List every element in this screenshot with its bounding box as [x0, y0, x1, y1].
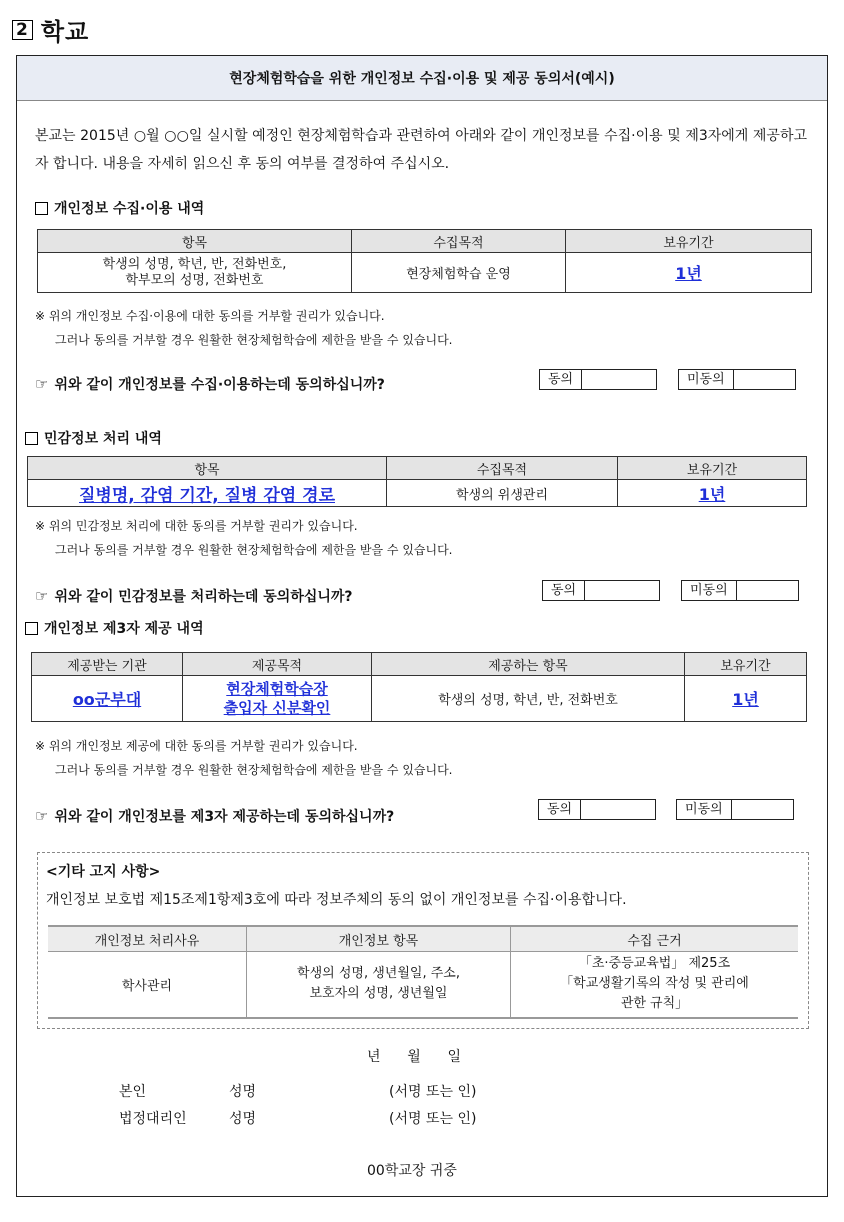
sec3-table [31, 652, 807, 722]
sec1-disagree-box[interactable]: 미동의 [678, 369, 796, 390]
sec2-title: 민감정보 처리 내역 [25, 428, 162, 448]
table-cell: 1년 [685, 676, 807, 722]
sec2-note: ※ 위의 민감정보 처리에 대한 동의를 거부할 권리가 있습니다. 그러나 동의를 거부할 경우 원활한 현장체험학습에 제한을 받을 수 있습니다. [35, 519, 453, 557]
guardian-label: 법정대리인 [119, 1111, 187, 1127]
date-line: 년 월 일 [367, 1049, 461, 1065]
table-header: 보유기간 [618, 457, 807, 480]
other-notice-title: <기타 고지 사항> [46, 864, 161, 880]
guardian-name-label: 성명 [229, 1111, 257, 1127]
sec3-agree-box[interactable]: 동의 [538, 799, 656, 820]
guardian-sign-label: (서명 또는 인) [389, 1111, 477, 1127]
pointing-hand-icon: ☞ [35, 807, 49, 825]
table-header: 제공하는 항목 [372, 653, 685, 676]
table-header: 항목 [28, 457, 387, 480]
sec2-agree-box[interactable]: 동의 [542, 580, 660, 601]
table-cell: 1년 [566, 253, 812, 293]
self-label: 본인 [119, 1084, 147, 1100]
pointing-hand-icon: ☞ [35, 587, 49, 605]
table-header: 제공목적 [183, 653, 372, 676]
form-title: 현장체험학습을 위한 개인정보 수집·이용 및 제공 동의서(예시) [17, 56, 827, 101]
sec2-question: ☞ 위와 같이 민감정보를 처리하는데 동의하십니까? [35, 587, 353, 605]
table-cell: 학생의 성명, 생년월일, 주소, 보호자의 성명, 생년월일 [247, 952, 511, 1018]
table-header: 개인정보 항목 [247, 926, 511, 952]
sec3-question: ☞ 위와 같이 개인정보를 제3자 제공하는데 동의하십니까? [35, 807, 395, 825]
sec2-table [27, 456, 807, 507]
table-cell: 학생의 성명, 학년, 반, 전화번호 [372, 676, 685, 722]
section-heading [12, 12, 89, 47]
other-notice-table [48, 925, 798, 1019]
table-cell: 1년 [618, 480, 807, 507]
sec1-note: ※ 위의 개인정보 수집·이용에 대한 동의를 거부할 권리가 있습니다. 그러나 동의를 거부할 경우 원활한 현장체험학습에 제한을 받을 수 있습니다. [35, 309, 453, 347]
other-notice-text: 개인정보 보호법 제15조제1항제3호에 따라 정보주체의 동의 없이 개인정보를 수집·이용합니다. [46, 892, 627, 908]
table-cell: oo군부대 [32, 676, 183, 722]
table-header: 제공받는 기관 [32, 653, 183, 676]
self-sign-label: (서명 또는 인) [389, 1084, 477, 1100]
other-notice-box [37, 852, 809, 1029]
table-header: 항목 [38, 230, 352, 253]
pointing-hand-icon: ☞ [35, 375, 49, 393]
table-cell: 현장체험학습장 출입자 신분확인 [183, 676, 372, 722]
sec1-question: ☞ 위와 같이 개인정보를 수집·이용하는데 동의하십니까? [35, 375, 385, 393]
table-cell: 질병명, 감염 기간, 질병 감염 경로 [28, 480, 387, 507]
table-header: 수집목적 [352, 230, 566, 253]
recipient-line: 00학교장 귀중 [367, 1163, 457, 1179]
table-cell: 학생의 위생관리 [387, 480, 618, 507]
table-cell: 현장체험학습 운영 [352, 253, 566, 293]
square-icon [35, 202, 48, 215]
table-cell: 학생의 성명, 학년, 반, 전화번호, 학부모의 성명, 전화번호 [38, 253, 352, 293]
sec1-table [37, 229, 812, 293]
square-icon [25, 432, 38, 445]
section-title: 학교 [40, 18, 90, 46]
consent-form [16, 55, 828, 1197]
table-header: 보유기간 [685, 653, 807, 676]
sec1-title: 개인정보 수집·이용 내역 [35, 198, 204, 218]
table-header: 수집 근거 [511, 926, 799, 952]
table-cell: 「초·중등교육법」 제25조 「학교생활기록의 작성 및 관리에 관한 규칙」 [511, 952, 799, 1018]
section-number: 2 [12, 20, 33, 40]
sec1-agree-box[interactable]: 동의 [539, 369, 657, 390]
table-cell: 학사관리 [48, 952, 247, 1018]
self-name-label: 성명 [229, 1084, 257, 1100]
sec2-disagree-box[interactable]: 미동의 [681, 580, 799, 601]
intro-text: 본교는 2015년 ○월 ○○일 실시할 예정인 현장체험학습과 관련하여 아래와 같이 개인정보를 수집·이용 및 제3자에게 제공하고자 합니다. 내용을 자세히 읽으신 후 동의 여부를 결정하여 주십시오. [35, 128, 807, 172]
square-icon [25, 622, 38, 635]
sec3-title: 개인정보 제3자 제공 내역 [25, 618, 204, 638]
table-header: 보유기간 [566, 230, 812, 253]
table-header: 수집목적 [387, 457, 618, 480]
table-header: 개인정보 처리사유 [48, 926, 247, 952]
sec3-note: ※ 위의 개인정보 제공에 대한 동의를 거부할 권리가 있습니다. 그러나 동의를 거부할 경우 원활한 현장체험학습에 제한을 받을 수 있습니다. [35, 739, 453, 777]
sec3-disagree-box[interactable]: 미동의 [676, 799, 794, 820]
